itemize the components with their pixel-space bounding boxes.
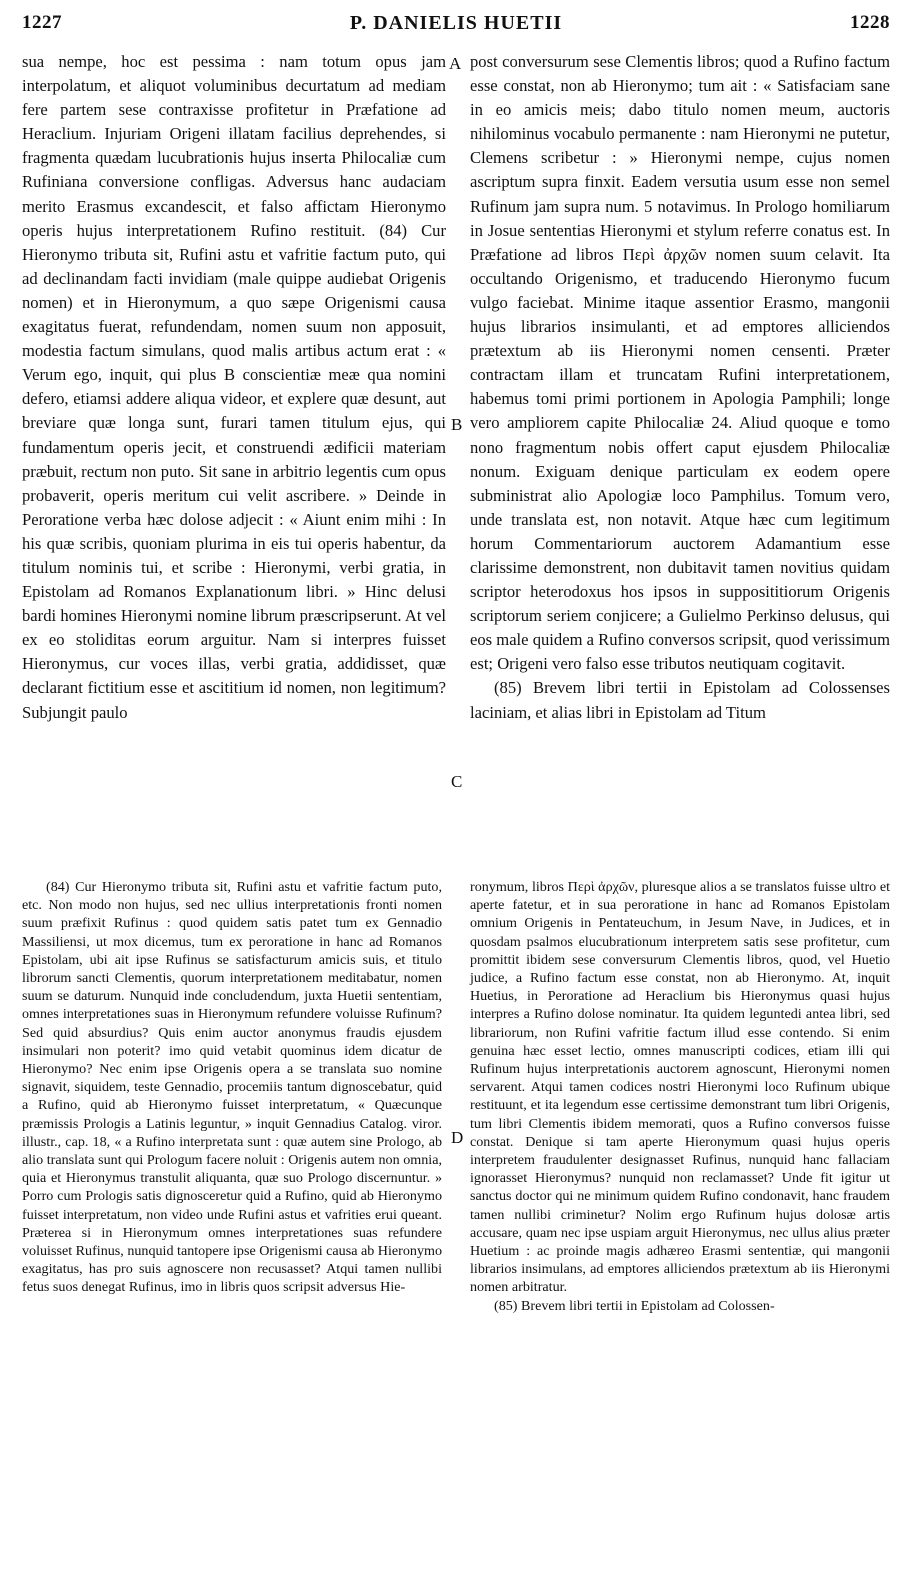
footnote-85: (85) Brevem libri tertii in Epistolam ad Colossen- bbox=[494, 1297, 775, 1314]
running-title: P. DANIELIS HUETII bbox=[349, 12, 563, 34]
margin-letter-b: B bbox=[451, 415, 463, 434]
margin-letter-a: A bbox=[449, 54, 462, 73]
page-number-left: 1227 bbox=[22, 12, 62, 33]
footnote-84: (84) Cur Hieronymo tributa sit, Rufini astu et vafritie factum puto, etc. Non modo non hujus, sed nec ullius interpretationis fronti nomen suum præfixit Rufinus : quod quidem satis patet tum ex Gennadio Massiliensi, ut mox dicemus, tum ex peroratione in hanc ad Romanos Epistolam, ubi ait ipse Rufinus se satisfacturum amicis suis, et titulo librorum sancti Clementis, quorum interpretationem meditabatur, nomen suum se daturum. Nunquid inde concludendum, juxta Huetii sententiam, omnes interpretationes suas in Hieronymum refundere voluisse Rufinum? Sed quid absurdius? Quis enim auctor anonymus fraudis ejusdem insimulari non poterit? imo quid vetabit quominus idem dicatur de Hieronymo? Nec enim ipse Origenis opera a se translata suo nomine signavit, siquidem, teste Gennadio, procemiis tantum dignoscebatur, quid a Rufino, quid ab Hieronymo fuisset interpretatum, « Quæcunque præmissis Prologis a Latinis leguntur, » inquit Gennadius Catalog. viror. illustr., cap. 18, « a Rufino interpretata sunt : quæ autem sine Prologo, ab alio translata sunt qui Prologum facere noluit : Origenis autem non omnia, quia et Hieronymus transtulit aliquanta, quæ suo Prologo discernuntur. » Porro cum Prologis satis dignosceretur quid a Rufino, quid ab Hieronymo fuisset interpretatum, non video unde Rufini astus et vafrities erui queant. Præterea si in Hieronymum omnes interpretationes suas refundere voluisset Rufinus, nunquid tantopere ipse Origenismi causa ab Hieronymo exagitatus, has pro suis agnoscere non recusasset? Atqui tamen nullibi fetus suos denegat Rufinus, imo in libris quos scripsit adversus Hie- bbox=[22, 879, 442, 1296]
footnote-84-continued: ronymum, libros Περὶ ἀρχῶν, pluresque alios a se translatos fuisse ultro et aperte fatetur, et in sua peroratione in hanc ad Romanos Epistolam omnium Origenis in Pentateuchum, in Jesum Nave, in Judices, et in quosdam psalmos elucubrationum interpretem satis sese profitetur, cum promittit ibidem sese conversurum Clementis libros, quod, vel Huetio judice, a Rufino factum esse constat, non ab Hieronymo. At, inquit Huetius, in Peroratione ad Heraclium bis Hieronymus quasi hujus interpres a Rufino dolose nominatur. Ita quidem leguntedi antea libri, sed librariorum, non Rufini vafritie factum illud esse contendo. Si enim genuina hæc esset lectio, omnes manuscripti codices, etiam illi qui Rufinum hujus interpretationis auctorem agnoscunt, Hieronymi nomen servarent. Atqui tamen codices nostri Hieronymi loco Rufinum ubique restituunt, et ita legendum esse certissime demonstrant tum libri Origenis, tum libri Clementis ibidem memorati, quos a Rufino conversos fuisse constat. Denique si tam aperte Hieronymum quasi hujus operis interpretem fraudulenter designasset Rufinus, nunquid hanc fallaciam ignorasset Hieronymus? nunquid non reclamasset? Unde fit igitur ut sanctus doctor qui ne minimum quidem Rufino condonavit, hanc fraudem tamen nullibi criminetur? Nolim ergo Rufinum hujus dolosæ artis accusare, quam nec ipse uspiam arguit Hieronymus, nec ullus alius præter Huetium : ac proinde magis adhæreo Erasmi sententiæ, qui mangonii librarios insimulans, ad emptores alliciendos prætextum ab iis Hieronymi nomen arbitratur. bbox=[470, 879, 890, 1296]
footnote-left-column bbox=[22, 878, 442, 1297]
main-text-right-note-85: (85) Brevem libri tertii in Epistolam ad Colossenses laciniam, et alias libri in Epistolam ad Titum bbox=[470, 678, 890, 722]
main-text-right-paragraph: post conversurum sese Clementis libros; quod a Rufino factum esse constat, non ab Hieronymo; tum ait : « Satisfaciam sane in eo amicis meis; dabo titulo nomen meum, auctoris nihilominus vocabulo permanente : nam Hieronymi ne putetur, Clemens scribetur : » Hieronymi nempe, cujus nomen ascriptum supra finxit. Eadem versutia usum esse non semel Rufinum jam supra num. 5 notavimus. In Prologo homiliarum in Josue sententias Hieronymi et stylum referre conatus est. In Præfatione ad libros Περὶ ἀρχῶν nomen suum celavit. Ita occultando Origenismo, et traducendo Hieronymo fucum vulgo faciebat. Minime itaque assentior Erasmo, mangonii hujus librarios insimulanti, et ad emptores alliciendos prætextum ab iis Hieronymi nomen censenti. Præter contractam illam et truncatam Rufini interpretationem, habemus tomi primi portionem in Apologia Pamphili; longe vero ampliorem capite Philocaliæ 24. Aliud quoque e tomo nono fragmentum nobis offert caput ejusdem Philocaliæ nonum. Exiguam denique particulam ex eodem opere subministrat alio Apologiæ loco Pamphilus. Tomum vero, unde translata est, non notavit. Atque hæc cum legitimum horum Commentariorum auctorem Adamantium esse clarissime demonstrent, non dubitavit tamen novitius quidam scriptor heterodoxus hos ipsos in supposititiorum Origenis scriptorum seriem conjicere; a Gulielmo Perkinso delusus, qui eos male quidem a Rufino conversos scripsit, quod verissimum est; Origeni vero falso esse tributos neutiquam cogitavit. bbox=[470, 52, 890, 674]
main-text-left-column bbox=[22, 50, 446, 725]
margin-letter-c: C bbox=[451, 772, 463, 791]
running-header bbox=[22, 12, 890, 42]
main-text-right-column bbox=[470, 50, 890, 725]
footnote-right-column bbox=[470, 878, 890, 1315]
margin-letter-d: D bbox=[451, 1128, 464, 1147]
page-number-right: 1228 bbox=[850, 12, 890, 33]
main-text-left: sua nempe, hoc est pessima : nam totum opus jam interpolatum, et aliquot voluminibus decurtatum ad mediam fere partem sese contraxisse profitetur in Præfatione ad Heraclium. Injuriam Origeni illatam facilius deprehendes, si fragmenta quædam lucubrationis hujus inserta Philocaliæ cum Rufiniana conversione confligas. Adversus hanc audaciam merito Erasmus excandescit, et falso affictam Hieronymo operis hujus interpretationem Rufino restituit. (84) Cur Hieronymo tributa sit, Rufini astu et vafritie factum puto, qui ad declinandam facti invidiam (male quippe audiebat Origenis nomen) et in Hieronymum, a quo sæpe Origenismi causa exagitatus fuerat, refundendam, nomen suum non apposuit, modestia factum simulans, quod malis artibus actum erat : « Verum ego, inquit, qui plus B conscientiæ meæ qua nomini defero, etiamsi addere aliqua videor, et explere quæ desunt, aut breviare quæ longa sunt, furari tamen titulum ejus, qui fundamentum operis jecit, et construendi ædificii materiam præbuit, rectum non puto. Sit sane in arbitrio legentis cum opus probaverit, operis meritum cui velit ascribere. » Deinde in Peroratione verba hæc dolose adjecit : « Aiunt enim mihi : In his quæ scribis, quoniam plurima in eis tui operis habentur, da titulum nominis tui, et scribe : Hieronymi, verbi gratia, in Epistolam ad Romanos Explanationum libri. » Hinc delusi bardi homines Hieronymi nomine librum præscripserunt. At vel ex eo stoliditas eorum arguitur. Nam si interpres fuisset Hieronymus, cur voces illas, verbi gratia, addidisset, quæ declarant fictitium esse et ascititium id nomen, non legitimum? Subjungit paulo bbox=[22, 52, 446, 722]
